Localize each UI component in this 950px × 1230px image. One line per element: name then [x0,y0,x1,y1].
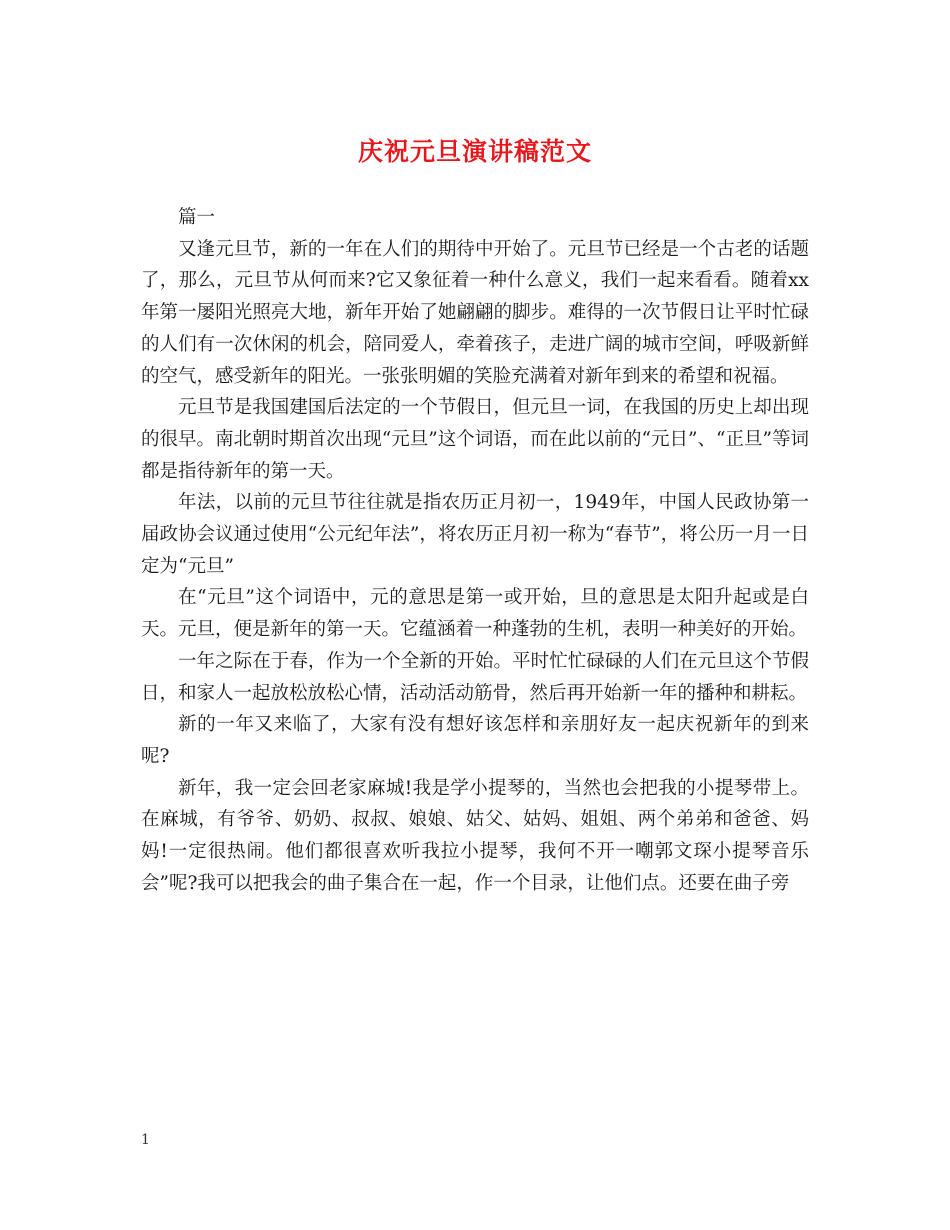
document-body [141,202,809,899]
paragraph: 在“元旦”这个词语中，元的意思是第一或开始，旦的意思是太阳升起或是白天。元旦，便是新年的第一天。它蕴涵着一种蓬勃的生机，表明一种美好的开始。 [141,587,809,641]
section-heading: 篇一 [178,207,216,228]
page-number: 1 [141,1132,150,1148]
paragraph: 新的一年又来临了，大家有没有想好该怎样和亲朋好友一起庆祝新年的到来呢? [141,714,809,767]
paragraph: 又逢元旦节，新的一年在人们的期待中开始了。元旦节已经是一个古老的话题了，那么，元旦节从何而来?它又象征着一种什么意义，我们一起来看看。随着xx年第一屡阳光照亮大地，新年开始了她翩翩的脚步。难得的一次节假日让平时忙碌的人们有一次休闲的机会，陪同爱人，牵着孩子，走进广阔的城市空间，呼吸新鲜的空气，感受新年的阳光。一张张明媚的笑脸充满着对新年到来的希望和祝福。 [141,238,809,387]
paragraph: 新年，我一定会回老家麻城!我是学小提琴的，当然也会把我的小提琴带上。在麻城，有爷爷、奶奶、叔叔、娘娘、姑父、姑妈、姐姐、两个弟弟和爸爸、妈妈!一定很热闹。他们都很喜欢听我拉小提琴，我何不开一嘲郭文琛小提琴音乐会”呢?我可以把我会的曲子集合在一起，作一个目录，让他们点。还要在曲子旁 [141,777,809,894]
document-title: 庆祝元旦演讲稿范文 [357,137,592,166]
paragraph: 一年之际在于春，作为一个全新的开始。平时忙忙碌碌的人们在元旦这个节假日，和家人一起放松放松心情，活动活动筋骨，然后再开始新一年的播种和耕耘。 [141,650,809,704]
paragraph: 元旦节是我国建国后法定的一个节假日，但元旦一词，在我国的历史上却出现的很早。南北朝时期首次出现“元旦”这个词语，而在此以前的“元日”、“正旦”等词都是指待新年的第一天。 [141,397,809,482]
paragraph: 年法，以前的元旦节往往就是指农历正月初一，1949年，中国人民政协第一届政协会议通过使用“公元纪年法”，将农历正月初一称为“春节”，将公历一月一日定为“元旦” [141,492,809,577]
